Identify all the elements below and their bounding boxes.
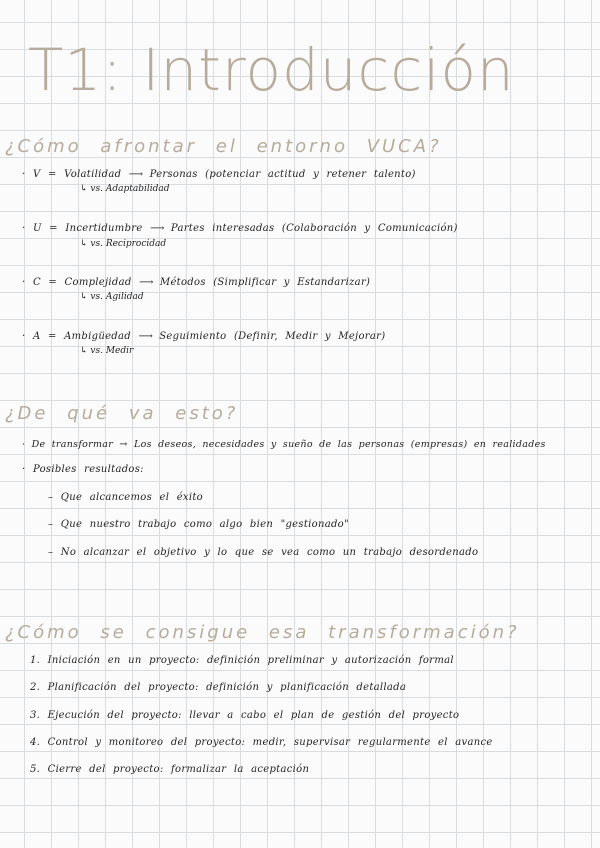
vuca-item-a: [22, 331, 385, 342]
bullet: ·: [22, 331, 26, 342]
section-heading-transformacion: ¿Cómo se consigue esa transformación?: [5, 622, 520, 643]
vuca-term: C = Complejidad: [32, 277, 132, 288]
bullet: ·: [22, 277, 26, 288]
arrow-icon: ⟶: [128, 169, 143, 180]
vuca-item-u: [22, 223, 458, 234]
vuca-response: Personas (potenciar actitud y retener talento): [149, 169, 416, 180]
list-item: 1. Iniciación en un proyecto: definición preliminar y autorización formal: [30, 655, 454, 666]
vuca-term: U = Incertidumbre: [32, 223, 143, 234]
list-item: 5. Cierre del proyecto: formalizar la aceptación: [30, 764, 310, 775]
list-item: 4. Control y monitoreo del proyecto: medir, supervisar regularmente el avance: [30, 737, 493, 748]
list-item: · Posibles resultados:: [22, 464, 144, 475]
vuca-sub-c: ↳ vs. Agilidad: [80, 292, 144, 302]
list-item: 3. Ejecución del proyecto: llevar a cabo el plan de gestión del proyecto: [30, 710, 460, 721]
vuca-item-v: [22, 169, 416, 180]
arrow-icon: ⟶: [138, 331, 152, 342]
bullet: ·: [22, 169, 26, 180]
vuca-term: V = Volatilidad: [32, 169, 122, 180]
arrow-icon: ⟶: [150, 223, 164, 234]
vuca-sub-a: ↳ vs. Medir: [80, 346, 134, 356]
list-item: 2. Planificación del proyecto: definición y planificación detallada: [30, 682, 407, 693]
vuca-response: Métodos (Simplificar y Estandarizar): [159, 277, 371, 288]
list-item: – Que alcancemos el éxito: [48, 492, 203, 503]
vuca-item-c: [22, 277, 370, 288]
section-heading-de-que-va: ¿De qué va esto?: [5, 403, 239, 424]
list-item: – No alcanzar el objetivo y lo que se vea como un trabajo desordenado: [48, 547, 479, 558]
vuca-term: A = Ambigüedad: [32, 331, 131, 342]
list-item: – Que nuestro trabajo como algo bien "gestionado": [48, 519, 349, 530]
section-heading-vuca: ¿Cómo afrontar el entorno VUCA?: [5, 136, 442, 157]
vuca-sub-v: ↳ vs. Adaptabilidad: [80, 184, 170, 194]
page-title: T1: Introducción: [28, 36, 515, 104]
list-item: · De transformar → Los deseos, necesidades y sueño de las personas (empresas) en realidades: [22, 439, 546, 450]
arrow-icon: ⟶: [139, 277, 153, 288]
vuca-response: Seguimiento (Definir, Medir y Mejorar): [159, 331, 386, 342]
vuca-sub-u: ↳ vs. Reciprocidad: [80, 239, 167, 249]
vuca-response: Partes interesadas (Colaboración y Comunicación): [170, 223, 458, 234]
bullet: ·: [22, 223, 26, 234]
